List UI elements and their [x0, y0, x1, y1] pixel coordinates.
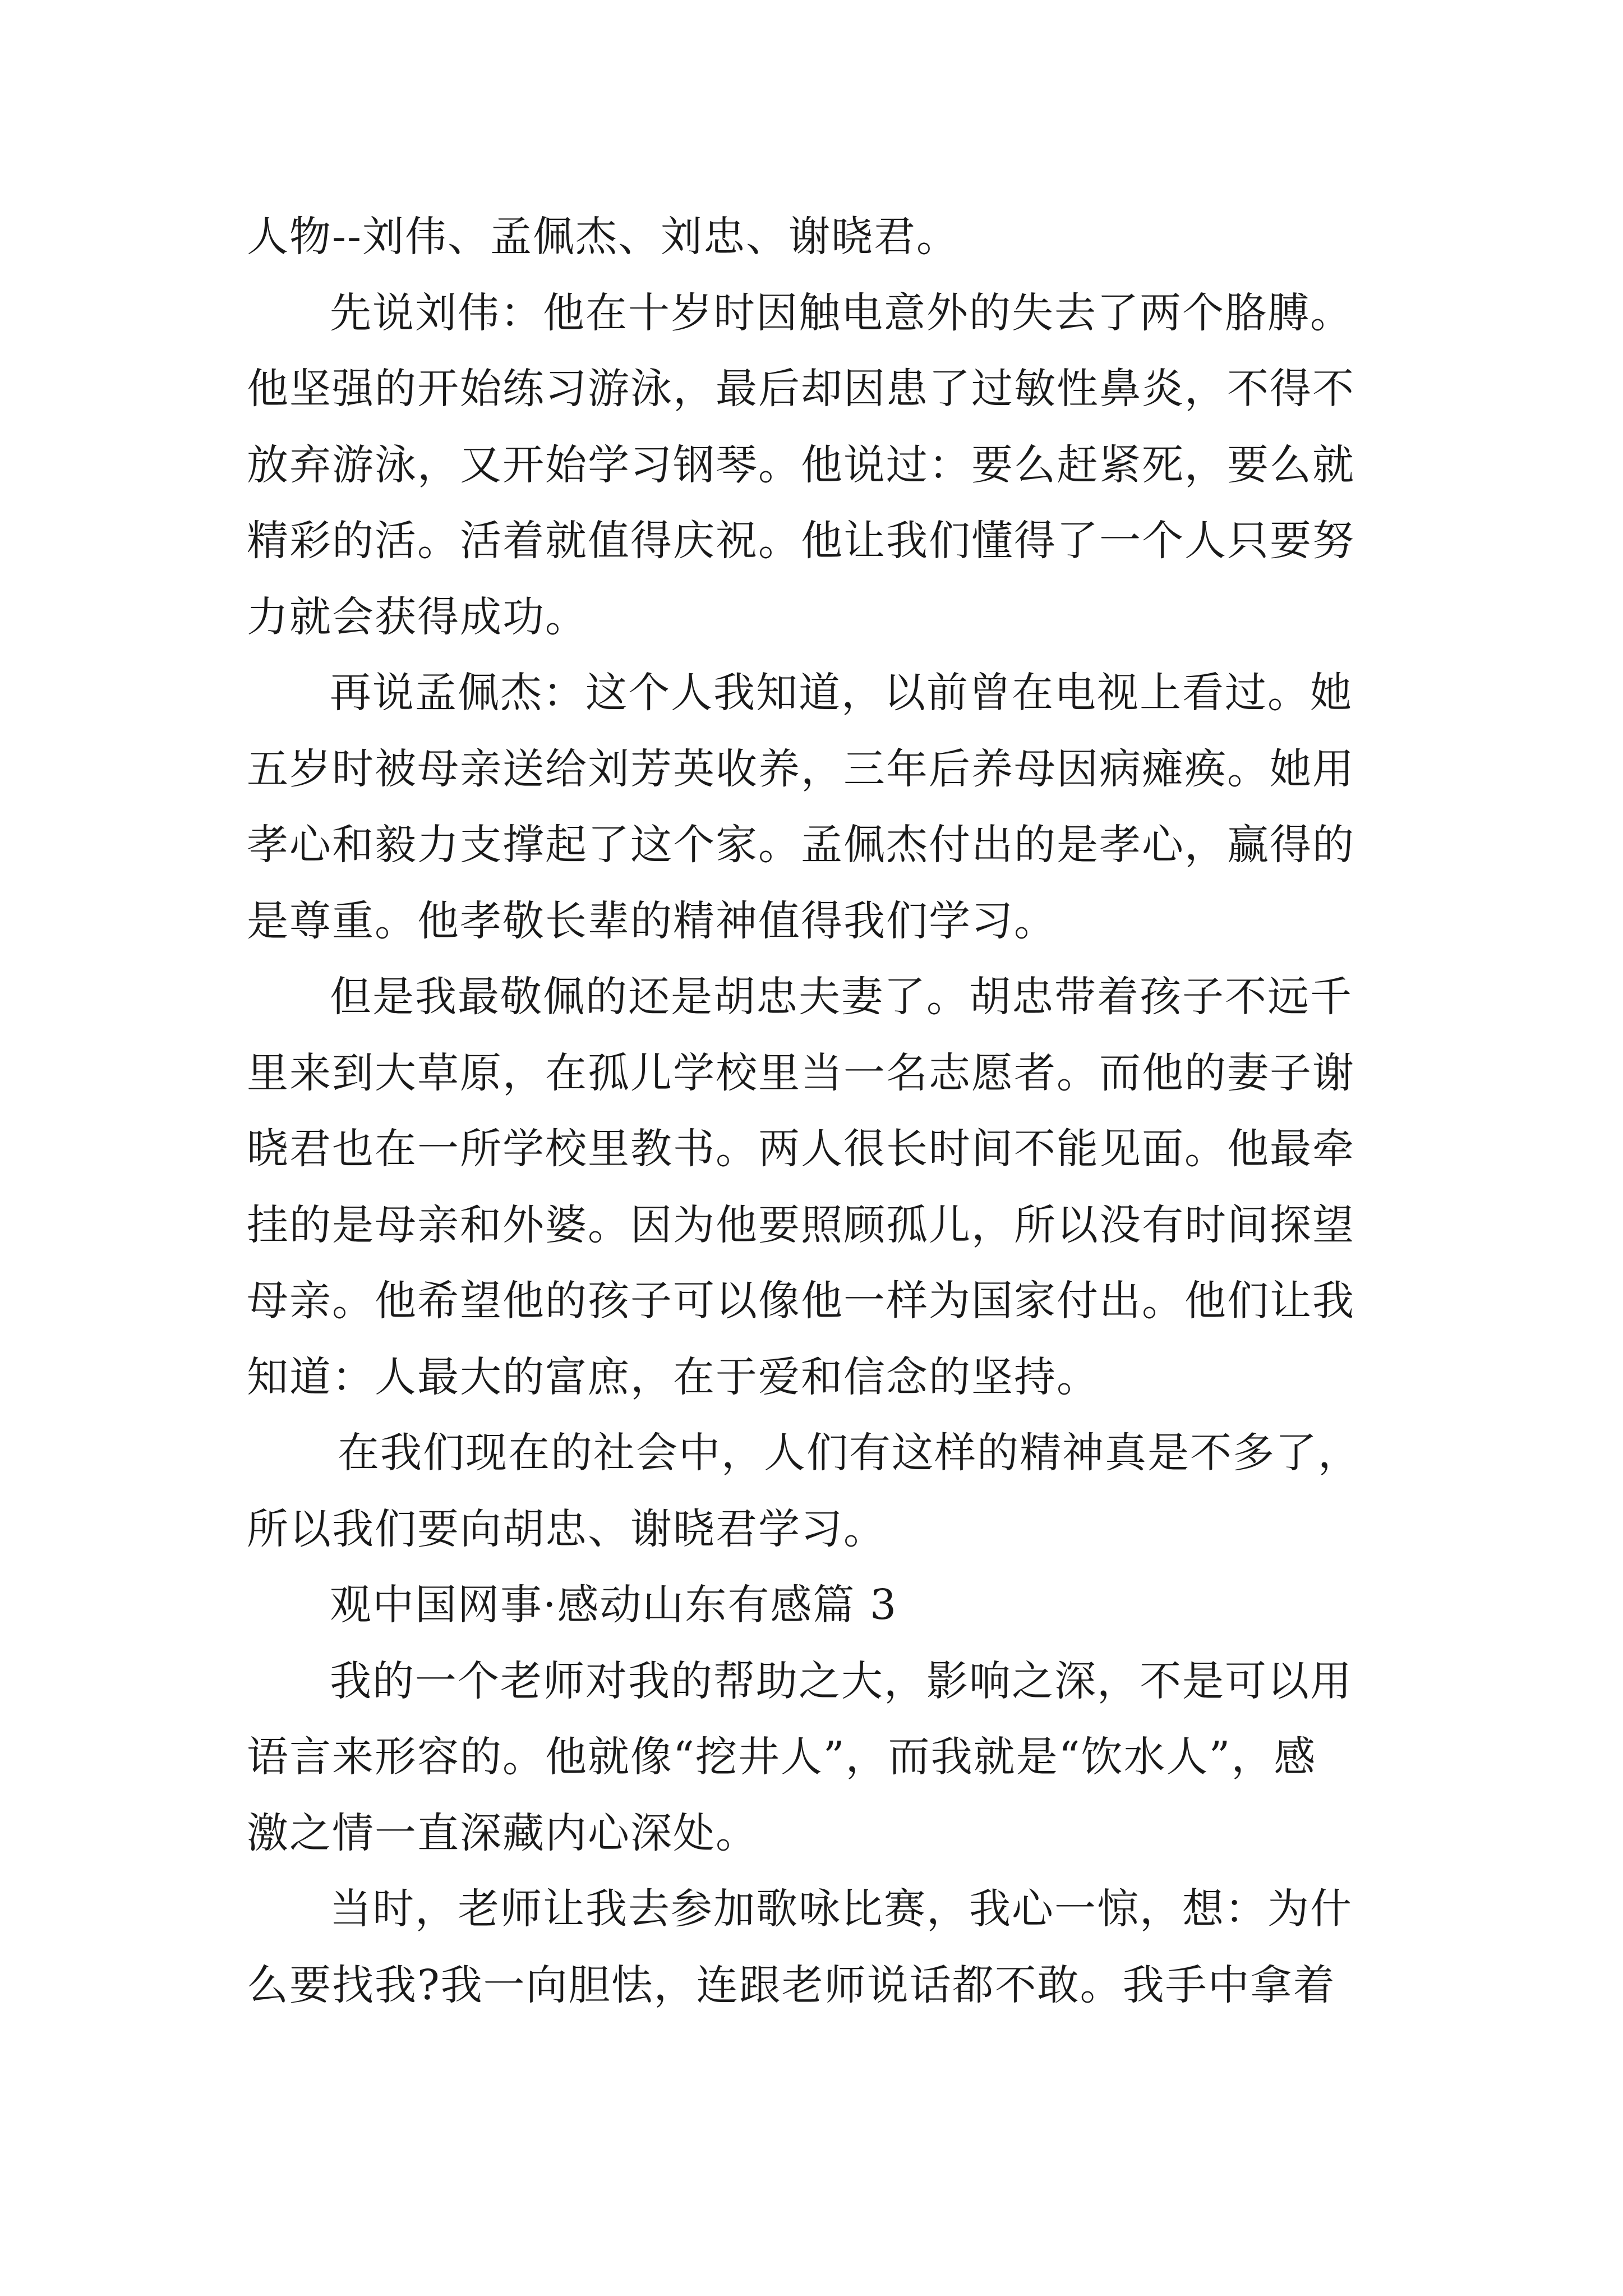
- text-line: 母亲。他希望他的孩子可以像他一样为国家付出。他们让我: [247, 1277, 1355, 1325]
- text-line: 所以我们要向胡忠、谢晓君学习。: [247, 1504, 886, 1553]
- text-line: 激之情一直深藏内心深处。: [247, 1809, 758, 1857]
- text-line: 先说刘伟：他在十岁时因触电意外的失去了两个胳膊。: [330, 288, 1353, 337]
- text-line: 力就会获得成功。: [247, 592, 588, 641]
- text-line: 孝心和毅力支撑起了这个家。孟佩杰付出的是孝心，赢得的: [247, 821, 1355, 869]
- section-heading: 观中国网事·感动山东有感篇 3: [330, 1581, 898, 1629]
- text-line: 再说孟佩杰：这个人我知道，以前曾在电视上看过。她: [330, 669, 1353, 717]
- text-line: 语言来形容的。他就像“挖井人”，而我就是“饮水人”，感: [247, 1733, 1317, 1781]
- text-line: 知道：人最大的富庶，在于爱和信念的坚持。: [247, 1352, 1099, 1401]
- document-body: [247, 199, 1413, 2023]
- text-line: 在我们现在的社会中，人们有这样的精神真是不多了，: [338, 1429, 1361, 1477]
- text-line: 五岁时被母亲送给刘芳英收养，三年后养母因病瘫痪。她用: [247, 744, 1355, 793]
- text-line: 放弃游泳，又开始学习钢琴。他说过：要么赶紧死，要么就: [247, 440, 1355, 489]
- text-line: 里来到大草原，在孤儿学校里当一名志愿者。而他的妻子谢: [247, 1048, 1355, 1097]
- text-line: 是尊重。他孝敬长辈的精神值得我们学习。: [247, 896, 1057, 945]
- text-line: 挂的是母亲和外婆。因为他要照顾孤儿，所以没有时间探望: [247, 1200, 1355, 1249]
- text-line: 么要找我?我一向胆怯，连跟老师说话都不敢。我手中拿着: [247, 1961, 1336, 2009]
- text-line: 他坚强的开始练习游泳，最后却因患了过敏性鼻炎，不得不: [247, 365, 1355, 413]
- text-line: 晓君也在一所学校里教书。两人很长时间不能见面。他最牵: [247, 1125, 1355, 1173]
- text-line: 但是我最敬佩的还是胡忠夫妻了。胡忠带着孩子不远千: [330, 973, 1353, 1021]
- text-line: 我的一个老师对我的帮助之大，影响之深，不是可以用: [330, 1657, 1353, 1705]
- text-line: 当时，老师让我去参加歌咏比赛，我心一惊，想：为什: [330, 1885, 1353, 1933]
- text-line: 精彩的活。活着就值得庆祝。他让我们懂得了一个人只要努: [247, 517, 1355, 565]
- text-line: 人物--刘伟、孟佩杰、刘忠、谢晓君。: [247, 213, 960, 261]
